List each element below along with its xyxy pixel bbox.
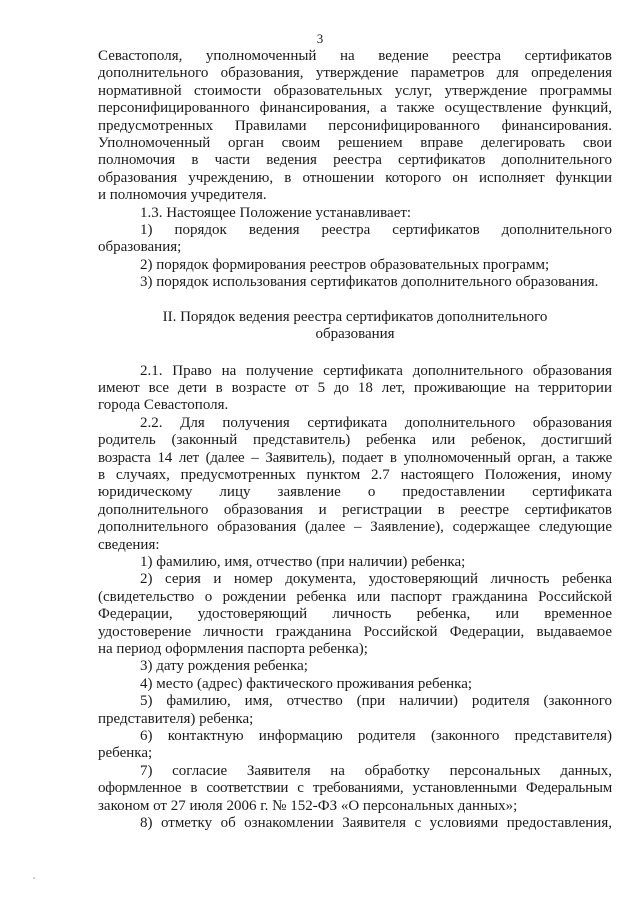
list-item-1: 1) фамилию, имя, отчество (при наличии) ребенка; xyxy=(140,553,466,570)
list-item-6-cont: ребенка; xyxy=(98,745,153,762)
text-line: предусмотренных Правилами персонифицированного финансирования. xyxy=(98,117,612,134)
section-heading-cont: образования xyxy=(315,326,395,343)
text-line: дополнительного образования, утверждение параметров для определения xyxy=(98,65,612,82)
clause-2-2-line: дополнительного образования и регистрации в реестре сертификатов xyxy=(98,501,612,518)
section-heading: II. Порядок ведения реестра сертификатов дополнительного xyxy=(162,308,548,325)
clause-1-3-item-1-cont: образования; xyxy=(98,239,182,256)
clause-2-1-line: города Севастополя. xyxy=(98,397,229,414)
clause-1-3-item-1: 1) порядок ведения реестра сертификатов дополнительного xyxy=(140,222,612,239)
clause-2-2-line: 2.2. Для получения сертификата дополнительного образования xyxy=(140,414,612,431)
clause-2-2-line: юридическому лицу заявление о предоставлении сертификата xyxy=(98,484,612,501)
page-number: 3 xyxy=(316,31,324,46)
list-item-7-cont: законом от 27 июля 2006 г. № 152-ФЗ «О персональных данных»; xyxy=(98,797,518,814)
list-item-2-cont: на период оформления паспорта ребенка); xyxy=(98,641,368,657)
clause-1-3-item-3: 3) порядок использования сертификатов дополнительного образования. xyxy=(140,274,599,291)
list-item-2: 2) серия и номер документа, удостоверяющий личность ребенка xyxy=(140,571,612,588)
list-item-7: 7) согласие Заявителя на обработку персональных данных, xyxy=(140,762,612,779)
clause-2-2-line: дополнительного образования (далее – Заявление), содержащее следующие xyxy=(98,519,612,536)
clause-2-2-line: возраста 14 лет (далее – Заявитель), подает в уполномоченный орган, а также xyxy=(98,449,612,466)
scan-speck xyxy=(33,877,35,879)
list-item-5-cont: представителя) ребенка; xyxy=(98,710,254,727)
list-item-8: 8) отметку об ознакомлении Заявителя с условиями предоставления, xyxy=(140,815,612,832)
document-body xyxy=(98,48,612,832)
text-line: нормативной стоимости образовательных услуг, утверждение программы xyxy=(98,82,612,99)
clause-2-2-line: сведения: xyxy=(98,536,160,553)
text-line: и полномочия учредителя. xyxy=(98,187,267,204)
list-item-6: 6) контактную информацию родителя (законного представителя) xyxy=(140,728,612,745)
text-line: Севастополя, уполномоченный на ведение реестра сертификатов xyxy=(98,48,612,64)
clause-2-1-line: имеют все дети в возрасте от 5 до 18 лет, проживающие на территории xyxy=(98,379,612,396)
list-item-3: 3) дату рождения ребенка; xyxy=(140,658,308,675)
clause-1-3-item-2: 2) порядок формирования реестров образовательных программ; xyxy=(140,256,550,273)
list-item-4: 4) место (адрес) фактического проживания ребенка; xyxy=(140,675,473,692)
list-item-2-cont: удостоверение личности гражданина Российской Федерации, выдаваемое xyxy=(98,623,612,640)
clause-1-3-intro: 1.3. Настоящее Положение устанавливает: xyxy=(140,204,412,221)
text-line: Уполномоченный орган своим решением вправе делегировать свои xyxy=(98,135,612,152)
list-item-2-cont: (свидетельство о рождении ребенка или паспорт гражданина Российской xyxy=(98,588,612,605)
clause-2-1-line: 2.1. Право на получение сертификата дополнительного образования xyxy=(140,362,612,379)
list-item-5: 5) фамилию, имя, отчество (при наличии) родителя (законного xyxy=(140,693,612,710)
clause-2-2-line: в случаях, предусмотренных пунктом 2.7 настоящего Положения, иному xyxy=(98,466,612,483)
text-line: образования учреждению, в отношении которого он исполняет функции xyxy=(98,169,612,186)
list-item-2-cont: Федерации, удостоверяющий личность ребенка, или временное xyxy=(98,606,612,623)
list-item-7-cont: оформленное в соответствии с требованиями, установленными Федеральным xyxy=(98,780,612,797)
clause-2-2-line: родитель (законный представитель) ребенка или ребенок, достигший xyxy=(98,432,612,449)
text-line: персонифицированного финансирования, а также осуществление функций, xyxy=(98,100,612,117)
text-line: полномочия в части ведения реестра сертификатов дополнительного xyxy=(98,152,612,169)
